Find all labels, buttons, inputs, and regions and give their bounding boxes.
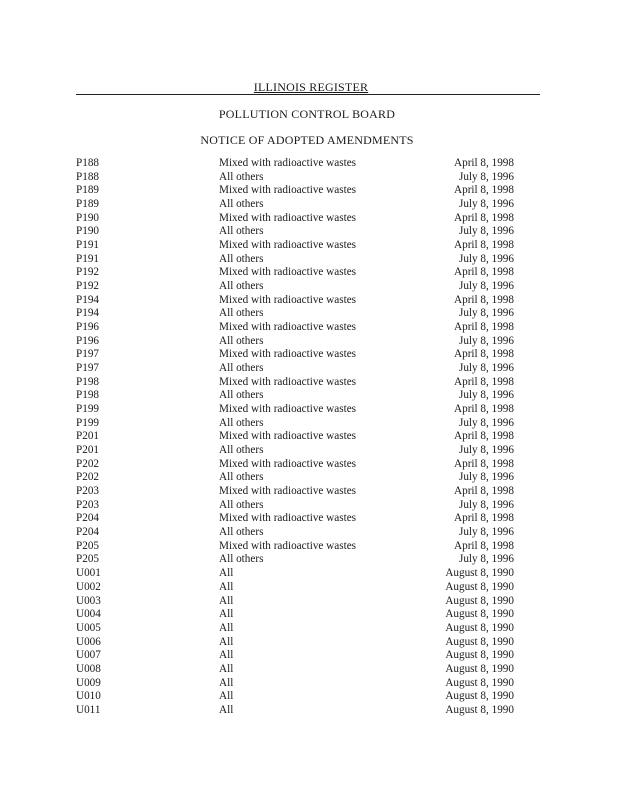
waste-description: Mixed with radioactive wastes (219, 321, 357, 334)
waste-description: All others (219, 444, 264, 457)
waste-description: All others (219, 362, 264, 375)
effective-date: July 8, 1996 (458, 526, 514, 539)
effective-date: April 8, 1998 (454, 348, 514, 361)
effective-date: July 8, 1996 (458, 553, 514, 566)
waste-description: All others (219, 307, 264, 320)
waste-description: Mixed with radioactive wastes (219, 539, 357, 552)
table-row (0, 239, 622, 253)
table-row (0, 198, 622, 212)
effective-date: August 8, 1990 (445, 690, 514, 703)
table-row (0, 417, 622, 431)
effective-date: August 8, 1990 (445, 567, 514, 580)
waste-code: U004 (76, 608, 101, 621)
table-row (0, 608, 622, 622)
waste-code: P199 (76, 416, 100, 429)
register-title: ILLINOIS REGISTER (253, 80, 369, 94)
waste-code: P191 (76, 252, 100, 265)
waste-description: All (219, 608, 234, 621)
table-row (0, 403, 622, 417)
table-row (0, 225, 622, 239)
table-row (0, 553, 622, 567)
table-row (0, 499, 622, 513)
waste-code: U005 (76, 621, 101, 634)
waste-code: U007 (76, 649, 101, 662)
effective-date: August 8, 1990 (445, 608, 514, 621)
effective-date: July 8, 1996 (458, 225, 514, 238)
waste-code: U002 (76, 580, 101, 593)
effective-date: August 8, 1990 (445, 703, 514, 716)
effective-date: July 8, 1996 (458, 334, 514, 347)
waste-code: P202 (76, 471, 100, 484)
waste-code: P188 (76, 157, 100, 169)
waste-code: P204 (76, 512, 100, 525)
waste-code: P197 (76, 362, 100, 375)
agency-name: POLLUTION CONTROL BOARD (218, 107, 396, 121)
effective-date: April 8, 1998 (454, 457, 514, 470)
waste-code: P194 (76, 293, 100, 306)
waste-description: All others (219, 526, 264, 539)
waste-code: P198 (76, 375, 100, 388)
waste-code: P189 (76, 198, 100, 211)
table-row (0, 690, 622, 704)
waste-description: All (219, 635, 234, 648)
effective-date: April 8, 1998 (454, 157, 514, 169)
waste-code: P192 (76, 280, 100, 293)
effective-date: August 8, 1990 (445, 662, 514, 675)
waste-code: P197 (76, 348, 100, 361)
table-row (0, 321, 622, 335)
waste-code: P192 (76, 266, 100, 279)
effective-date: April 8, 1998 (454, 266, 514, 279)
waste-description: All others (219, 498, 264, 511)
effective-date: July 8, 1996 (458, 280, 514, 293)
effective-date: August 8, 1990 (445, 580, 514, 593)
waste-description: Mixed with radioactive wastes (219, 293, 357, 306)
table-row (0, 622, 622, 636)
waste-description: All others (219, 334, 264, 347)
effective-date: April 8, 1998 (454, 211, 514, 224)
waste-description: All (219, 703, 234, 716)
waste-code: P196 (76, 321, 100, 334)
waste-description: Mixed with radioactive wastes (219, 211, 357, 224)
table-row (0, 389, 622, 403)
waste-description: Mixed with radioactive wastes (219, 184, 357, 197)
table-row (0, 595, 622, 609)
effective-date: July 8, 1996 (458, 471, 514, 484)
waste-description: All others (219, 389, 264, 402)
waste-description: Mixed with radioactive wastes (219, 348, 357, 361)
effective-date: July 8, 1996 (458, 444, 514, 457)
waste-description: All others (219, 170, 264, 183)
effective-date: July 8, 1996 (458, 498, 514, 511)
waste-description: Mixed with radioactive wastes (219, 157, 357, 169)
table-row (0, 581, 622, 595)
waste-code: U006 (76, 635, 101, 648)
effective-date: April 8, 1998 (454, 184, 514, 197)
table-row (0, 540, 622, 554)
table-row (0, 526, 622, 540)
table-row (0, 444, 622, 458)
waste-description: Mixed with radioactive wastes (219, 457, 357, 470)
table-row (0, 376, 622, 390)
effective-date: July 8, 1996 (458, 198, 514, 211)
effective-date: August 8, 1990 (445, 676, 514, 689)
waste-code: P201 (76, 444, 100, 457)
table-row (0, 266, 622, 280)
waste-description: Mixed with radioactive wastes (219, 485, 357, 498)
waste-description: All (219, 621, 234, 634)
table-row (0, 677, 622, 691)
effective-date: July 8, 1996 (458, 362, 514, 375)
table-row (0, 171, 622, 185)
table-row (0, 253, 622, 267)
waste-description: All others (219, 553, 264, 566)
table-row (0, 362, 622, 376)
effective-date: July 8, 1996 (458, 389, 514, 402)
effective-date: April 8, 1998 (454, 430, 514, 443)
waste-description: All (219, 662, 234, 675)
waste-code: P205 (76, 539, 100, 552)
waste-code: U009 (76, 676, 101, 689)
waste-description: All others (219, 252, 264, 265)
waste-description: Mixed with radioactive wastes (219, 239, 357, 252)
effective-date: April 8, 1998 (454, 512, 514, 525)
waste-description: Mixed with radioactive wastes (219, 512, 357, 525)
waste-description: All others (219, 280, 264, 293)
effective-date: April 8, 1998 (454, 239, 514, 252)
waste-description: All (219, 580, 234, 593)
table-row (0, 280, 622, 294)
effective-date: August 8, 1990 (445, 649, 514, 662)
effective-date: April 8, 1998 (454, 293, 514, 306)
waste-description: All (219, 649, 234, 662)
table-row (0, 212, 622, 226)
waste-description: All others (219, 198, 264, 211)
waste-code: P205 (76, 553, 100, 566)
waste-code: U001 (76, 567, 101, 580)
waste-code: P190 (76, 211, 100, 224)
waste-description: All (219, 690, 234, 703)
waste-description: All others (219, 225, 264, 238)
effective-date: April 8, 1998 (454, 321, 514, 334)
table-row (0, 485, 622, 499)
table-row (0, 335, 622, 349)
waste-description: All (219, 594, 234, 607)
table-row (0, 184, 622, 198)
effective-date: August 8, 1990 (445, 594, 514, 607)
waste-code: P194 (76, 307, 100, 320)
waste-description: Mixed with radioactive wastes (219, 430, 357, 443)
waste-code: P203 (76, 498, 100, 511)
waste-code: P196 (76, 334, 100, 347)
waste-description: All others (219, 416, 264, 429)
waste-code: U003 (76, 594, 101, 607)
waste-code: P204 (76, 526, 100, 539)
table-row (0, 430, 622, 444)
waste-code: P191 (76, 239, 100, 252)
waste-code: P198 (76, 389, 100, 402)
table-row (0, 567, 622, 581)
effective-date: August 8, 1990 (445, 635, 514, 648)
table-row (0, 663, 622, 677)
table-row (0, 636, 622, 650)
effective-date: July 8, 1996 (458, 416, 514, 429)
waste-code: P199 (76, 403, 100, 416)
table-row (0, 157, 622, 171)
waste-code: P188 (76, 170, 100, 183)
waste-code: P203 (76, 485, 100, 498)
effective-date: July 8, 1996 (458, 252, 514, 265)
waste-description: Mixed with radioactive wastes (219, 266, 357, 279)
waste-description: Mixed with radioactive wastes (219, 403, 357, 416)
table-row (0, 471, 622, 485)
table-row (0, 512, 622, 526)
waste-description: All (219, 676, 234, 689)
effective-date: July 8, 1996 (458, 170, 514, 183)
waste-code: P189 (76, 184, 100, 197)
table-row (0, 348, 622, 362)
header-rule (76, 94, 540, 95)
waste-code: P202 (76, 457, 100, 470)
effective-date: August 8, 1990 (445, 621, 514, 634)
waste-description: Mixed with radioactive wastes (219, 375, 357, 388)
effective-date: April 8, 1998 (454, 485, 514, 498)
effective-date: April 8, 1998 (454, 539, 514, 552)
table-row (0, 704, 622, 718)
table-row (0, 649, 622, 663)
effective-date: July 8, 1996 (458, 307, 514, 320)
table-row (0, 294, 622, 308)
effective-date: April 8, 1998 (454, 375, 514, 388)
waste-code: P201 (76, 430, 100, 443)
effective-date: April 8, 1998 (454, 403, 514, 416)
waste-code: U010 (76, 690, 101, 703)
waste-description: All others (219, 471, 264, 484)
waste-code: P190 (76, 225, 100, 238)
waste-code: U011 (76, 703, 101, 716)
waste-code-table (0, 157, 622, 718)
table-row (0, 307, 622, 321)
table-row (0, 458, 622, 472)
waste-code: U008 (76, 662, 101, 675)
notice-title: NOTICE OF ADOPTED AMENDMENTS (200, 133, 414, 147)
waste-description: All (219, 567, 234, 580)
